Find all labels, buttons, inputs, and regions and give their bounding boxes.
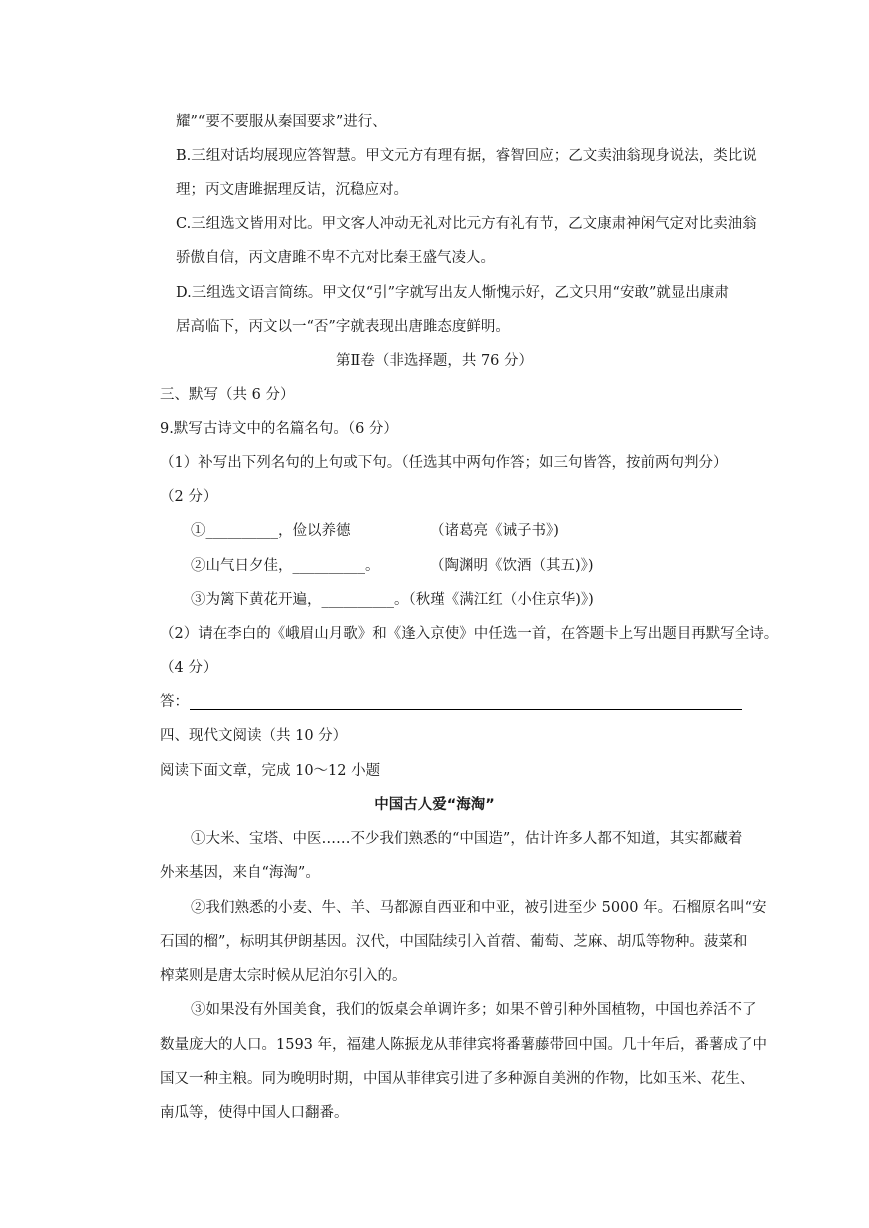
- answer-line: [190, 709, 742, 710]
- section-three-heading: 三、默写（共 6 分）: [160, 387, 295, 403]
- fill-item-2-source: （陶渊明《饮酒（其五)》): [430, 558, 594, 574]
- option-c-line1: C.三组选文皆用对比。甲文客人冲动无礼对比元方有礼有节，乙文康肃神闲气定对比卖油翁: [176, 216, 757, 232]
- volume-two-heading: 第Ⅱ卷（非选择题，共 76 分）: [335, 353, 534, 369]
- fill-item-2: ②山气日夕佳，__________。: [191, 558, 380, 574]
- paragraph-3-line3: 国又一种主粮。同为晚明时期，中国从菲律宾引进了多种源自美洲的作物，比如玉米、花生、: [160, 1071, 755, 1087]
- paragraph-1-line2: 外来基因，来自“海淘”。: [160, 865, 320, 881]
- fill-item-1: ①__________，俭以养德: [191, 523, 351, 539]
- option-b-line2: 理；丙文唐雎据理反诘，沉稳应对。: [176, 182, 408, 198]
- option-d-line1: D.三组选文语言简练。甲文仅“引”字就写出友人惭愧示好，乙文只用“安敢”就显出康肃: [176, 285, 729, 301]
- fill-item-1-source: （诸葛亮《诫子书》): [430, 523, 559, 539]
- question-9-part2: （2）请在李白的《峨眉山月歌》和《逢入京使》中任选一首，在答题卡上写出题目再默写全诗。: [160, 626, 779, 642]
- answer-label: 答：: [160, 694, 189, 710]
- paragraph-3-line2: 数量庞大的人口。1593 年，福建人陈振龙从菲律宾将番薯藤带回中国。几十年后，番薯成了中: [160, 1037, 768, 1053]
- paragraph-2-line1: ②我们熟悉的小麦、牛、羊、马都源自西亚和中亚，被引进至少 5000 年。石榴原名叫“安: [191, 900, 767, 916]
- article-title: 中国古人爱“海淘”: [374, 797, 495, 813]
- option-c-line2: 骄傲自信，丙文唐雎不卑不亢对比秦王盛气凌人。: [176, 250, 495, 266]
- paragraph-2-line3: 榨菜则是唐太宗时候从尼泊尔引入的。: [160, 968, 407, 984]
- fill-item-3: ③为篱下黄花开遍，__________。（秋瑾《满江红（小住京华)》): [191, 592, 594, 608]
- paragraph-1-line1: ①大米、宝塔、中医……不少我们熟悉的“中国造”，估计许多人都不知道，其实都藏着: [191, 831, 743, 847]
- question-9-part2-score: （4 分）: [160, 660, 218, 676]
- option-a-continuation: 耀”“要不要服从秦国要求”进行、: [176, 114, 387, 130]
- option-b-line1: B.三组对话均展现应答智慧。甲文元方有理有据，睿智回应；乙文卖油翁现身说法，类比说: [176, 148, 757, 164]
- paragraph-3-line4: 南瓜等，使得中国人口翻番。: [160, 1105, 349, 1121]
- question-9-part1: （1）补写出下列名句的上句或下句。（任选其中两句作答；如三句皆答，按前两句判分）: [160, 455, 728, 471]
- paragraph-2-line2: 石国的榴”，标明其伊朗基因。汉代，中国陆续引入首蓿、葡萄、芝麻、胡瓜等物种。菠菜和: [160, 934, 748, 950]
- question-9-part1-score: （2 分）: [160, 489, 218, 505]
- section-four-heading: 四、现代文阅读（共 10 分）: [160, 728, 348, 744]
- reading-instruction: 阅读下面文章，完成 10～12 小题: [160, 763, 381, 779]
- option-d-line2: 居高临下，丙文以一“否”字就表现出唐雎态度鲜明。: [176, 319, 510, 335]
- question-9: 9.默写古诗文中的名篇名句。（6 分）: [160, 421, 398, 437]
- paragraph-3-line1: ③如果没有外国美食，我们的饭桌会单调许多；如果不曾引种外国植物，中国也养活不了: [191, 1002, 757, 1018]
